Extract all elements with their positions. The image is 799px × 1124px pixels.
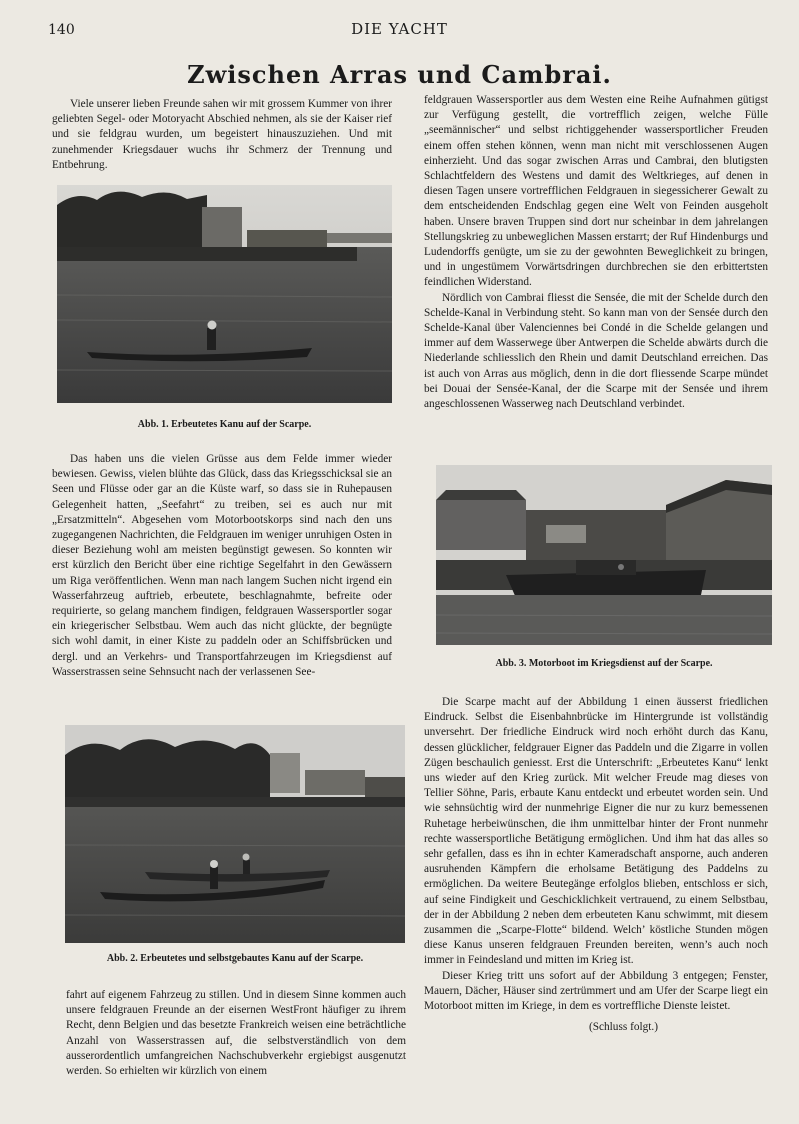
figure-3-caption: Abb. 3. Motorboot im Kriegsdienst auf der Scarpe. (495, 658, 713, 669)
left-column-intro (52, 97, 392, 173)
article-title: Zwischen Arras und Cambrai. (187, 60, 612, 89)
left-column-continuation (66, 988, 406, 1079)
sign-off: (Schluss folgt.) (588, 1021, 658, 1034)
paragraph: fahrt auf eigenem Fahrzeug zu stillen. Und in diesem Sinne kommen auch unsere feldgrauen Freunde an der eisernen WestFront häufiger zu ihrem Recht, denn Belgien und das besetzte Frankreich weisen eine beträchtliche Anzahl von Wasserstrassen auf, die selbstverständlich von dem ausserordentlich umfangreichen Nachschubverkehr ergiebigst ausgenutzt werden. So erhielten wir kürzlich von einem (66, 989, 406, 1078)
paragraph: Das haben uns die vielen Grüsse aus dem Felde immer wieder bewiesen. Gewiss, vielen blühte das Glück, dass das Kriegsschicksal sie an Seen und Flüsse oder gar an die Küste warf, so dass sie in Ruhepausen Gelegenheit hatten, „Seefahrt“ zu treiben, sei es auch nur mit „Ersatzmitteln“. Abgesehen vom Motorbootskorps sind nach den uns zugegangenen Nachrichten, die Feldgrauen im weniger unruhigen Osten in dieser Beziehung wohl am meisten begünstigt gewesen. So konnten wir erst kürzlich den Bericht über eine richtige Segelfahrt in den Gewässern um Riga veröffentlichen. Wenn man nach langem Suchen nicht irgend ein Wasserfahrzeug auftrieb, erbeutete, beschlagnahmte, befreite oder requirierte, so gelang manchem findigen, feldgrauen Wassersportler sogar ein kriegerischer Selbstbau. Wem auch das nicht glückte, der begnügte sich wohl damit, in einer Kiste zu paddeln oder an Schiffsbrücken und dergl. und an Verkehrs- und Transportfahrzeugen im Kriegsdienst auf Wasserstrassen seine Sehnsucht nach der verlassenen See- (52, 453, 392, 678)
paragraph: Dieser Krieg tritt uns sofort auf der Abbildung 3 entgegen; Fenster, Mauern, Dächer, Häuser sind zertrümmert und am Ufer der Scarpe liegt ein Motorboot mitten im Kriege, in dem es vortreffliche Dienste leistet. (424, 969, 768, 1013)
figure-1-photo (57, 185, 392, 403)
paragraph: feldgrauen Wassersportler aus dem Westen eine Reihe Aufnahmen gütigst zur Verfügung gestellt, die vortrefflich zeigen, welche Fülle „seemännischer“ und selbst richtiggehender wassersportlicher Freuden einem offen stehen können, wenn man nicht mit verschlossenen Augen einherzieht. Und das sogar zwischen Arras und Cambrai, den blutigsten Schlachtfeldern des Westens und damit des Weltkrieges, auf denen in diesen Tagen unsere vortrefflichen Feldgrauen in siegessicherer Gewalt zu dem entscheidenden Endschlag gegen eine Welt von Feinden ausgeholt haben. Unsere braven Truppen sind dort nur scheinbar in dem jahrelangen Stellungskrieg zu unbeweglichen Massen erstarrt; der Ruf Hindenburgs und Ludendorffs genügte, um sie zu der gewohnten Beweglichkeit zu bringen, und in ungestümem Vorwärtsdringen durchbrechen sie den erbittertsten feindlichen Widerstand. (424, 94, 768, 289)
figure-2-caption: Abb. 2. Erbeutetes und selbstgebautes Kanu auf der Scarpe. (106, 953, 364, 964)
right-column-top (424, 93, 768, 412)
paragraph: Die Scarpe macht auf der Abbildung 1 einen äusserst friedlichen Eindruck. Selbst die Eisenbahnbrücke im Hintergrunde ist vollständig unversehrt. Der friedliche Eindruck wird noch erhöht durch das Kanu, dessen glücklicher, feldgrauer Eigner das Paddeln und die Zigarre in vollen Zügen beschaulich geniesst. Erst die Unterschrift: „Erbeutetes Kanu“ lenkt uns wieder auf den Krieg zurück. Mit welcher Freude mag dieses von Tellier Söhne, Paris, erbaute Kanu entdeckt und erbeutet worden sein. Und wie sehnsüchtig wird der nunmehrige Eigner die nur zu kurz bemessenen Ruhetage herbeiwünschen, die ihm unmittelbar hinter der Front nunmehr rechte wassersportliche Betätigung ermöglichen. Und ihm hat das alles so sehr gefallen, dass es ihn in echter Kameradschaft ansporne, auch anderen ausruhenden Kämpfern die erholsame Betätigung des Paddelns zu ermöglichen. Da weitere Beutegänge erfolglos blieben, entschloss er sich, auf seine Findigkeit und Geschicklichkeit vertrauend, zu einem Selbstbau, der in der Abbildung 2 neben dem erbeuteten Kanu schwimmt, mit diesem zusammen die „Scarpe-Flotte“ bildend. Welch’ köstliche Stunden mögen diese Kanus unseren feldgrauen Freunden bereiten, wenn’s auch noch immer in Feindesland und mitten im Krieg ist. (424, 696, 768, 967)
right-column-bottom (424, 695, 768, 1035)
figure-2-photo (65, 725, 405, 943)
paragraph: Nördlich von Cambrai fliesst die Sensée, die mit der Schelde durch den Schelde-Kanal in Verbindung steht. So kann man von der Sensée durch den Schelde-Kanal über Valenciennes bei Condé in die Schelde gelangen und immer auf dem Wasserwege über Antwerpen die Schelde abwärts durch die Niederlande schliesslich den Rhein und damit Deutschland erreichen. Das ist auch von Arras aus möglich, denn in die dort fliessende Scarpe mündet bei Douai der Sensée-Kanal, der die Scarpe mit der Sensée und ihrem angeschlossenen Wasserweg nach Deutschland verbindet. (424, 291, 768, 411)
running-title: DIE YACHT (351, 20, 448, 38)
page-number: 140 (48, 22, 75, 38)
figure-3-photo (436, 465, 772, 645)
figure-1-caption: Abb. 1. Erbeutetes Kanu auf der Scarpe. (137, 419, 312, 430)
paragraph: Viele unserer lieben Freunde sahen wir mit grossem Kummer von ihrer geliebten Segel- oder Motoryacht Abschied nehmen, als sie der Kaiser rief und sie feldgrau wurden, um begeistert hinauszuziehen. Und mit zunehmender Kriegsdauer wuchs ihr Schmerz der Trennung und Entbehrung. (52, 98, 392, 171)
left-column-body (52, 452, 392, 680)
